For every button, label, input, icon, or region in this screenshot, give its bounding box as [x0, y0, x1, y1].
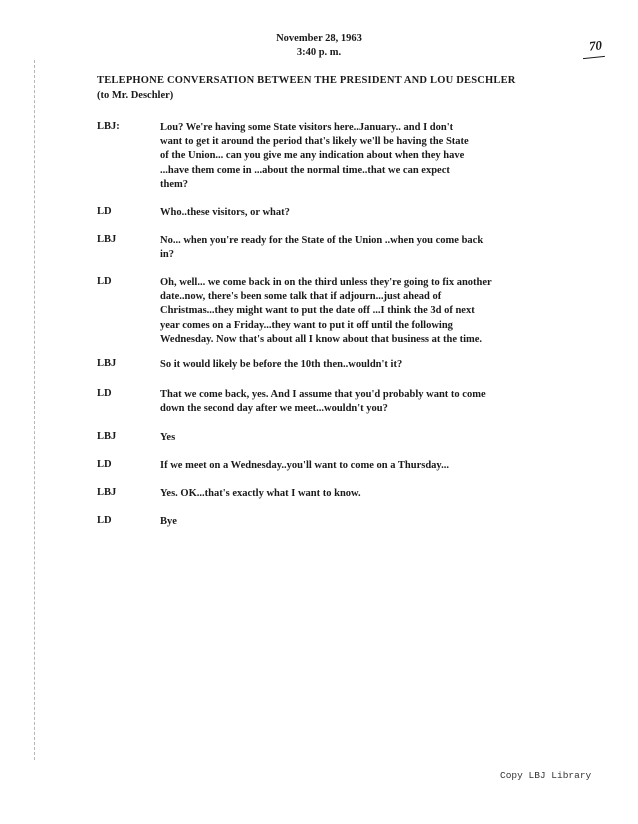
speech-line: them? — [160, 178, 188, 190]
speaker-label: LBJ — [97, 431, 117, 442]
speech-line: Lou? We're having some State visitors here..January.. and I don't — [160, 122, 454, 133]
speaker-label: LD — [97, 459, 112, 470]
speech-line: of the Union... can you give me any indication about when they have — [160, 150, 465, 162]
speech-text — [160, 276, 630, 347]
speech-line: If we meet on a Wednesday..you'll want to come on a Thursday... — [160, 460, 449, 471]
speech-line: Who..these visitors, or what? — [160, 207, 290, 218]
speaker-label: LBJ — [97, 487, 117, 498]
speech-text — [160, 358, 630, 372]
speech-line: date..now, there's been some talk that if adjourn...just ahead of — [160, 291, 442, 303]
speech-line: So it would likely be before the 10th then..wouldn't it? — [160, 359, 403, 370]
speech-line: Wednesday. Now that's about all I know about that business at the time. — [160, 333, 483, 345]
speech-text — [160, 487, 630, 501]
speech-text — [160, 206, 630, 220]
speech-line: Bye — [160, 516, 177, 527]
speech-line: Christmas...they might want to put the date off ...I think the 3d of next — [160, 305, 475, 317]
speech-line: down the second day after we meet...wouldn't you? — [160, 403, 388, 415]
speech-line: in? — [160, 249, 175, 261]
date-time-header — [0, 32, 638, 60]
document-date: November 28, 1963 — [276, 33, 362, 44]
speech-line: want to get it around the period that's likely we'll be having the State — [160, 136, 469, 148]
library-footer: Copy LBJ Library — [500, 770, 592, 781]
speaker-label: LBJ: — [97, 121, 120, 132]
speech-text — [160, 459, 630, 473]
document-time: 3:40 p. m. — [296, 47, 342, 58]
speech-text — [160, 121, 630, 192]
speech-line: Oh, well... we come back in on the third unless they're going to fix another — [160, 277, 492, 288]
speech-text — [160, 234, 630, 262]
speech-text — [160, 515, 630, 529]
speech-line: ...have them come in ...about the normal time..that we can expect — [160, 164, 450, 176]
document-title: TELEPHONE CONVERSATION BETWEEN THE PRESIDENT AND LOU DESCHLER — [97, 75, 516, 86]
speech-line: Yes — [160, 432, 176, 443]
speech-line: No... when you're ready for the State of the Union ..when you come back — [160, 235, 484, 246]
speaker-label: LBJ — [97, 234, 117, 245]
speaker-label: LD — [97, 276, 112, 287]
speaker-label: LBJ — [97, 358, 117, 369]
speaker-label: LD — [97, 515, 112, 526]
speech-line: Yes. OK...that's exactly what I want to know. — [160, 488, 361, 499]
document-subtitle: (to Mr. Deschler) — [97, 90, 174, 101]
speech-text — [160, 431, 630, 445]
speaker-label: LD — [97, 388, 112, 399]
speech-text — [160, 388, 630, 416]
margin-rule — [34, 60, 36, 760]
speech-line: year comes on a Friday...they want to put it off until the following — [160, 319, 453, 331]
handwritten-page-number: 70 — [588, 37, 603, 54]
speaker-label: LD — [97, 206, 112, 217]
speech-line: That we come back, yes. And I assume that you'd probably want to come — [160, 389, 486, 400]
